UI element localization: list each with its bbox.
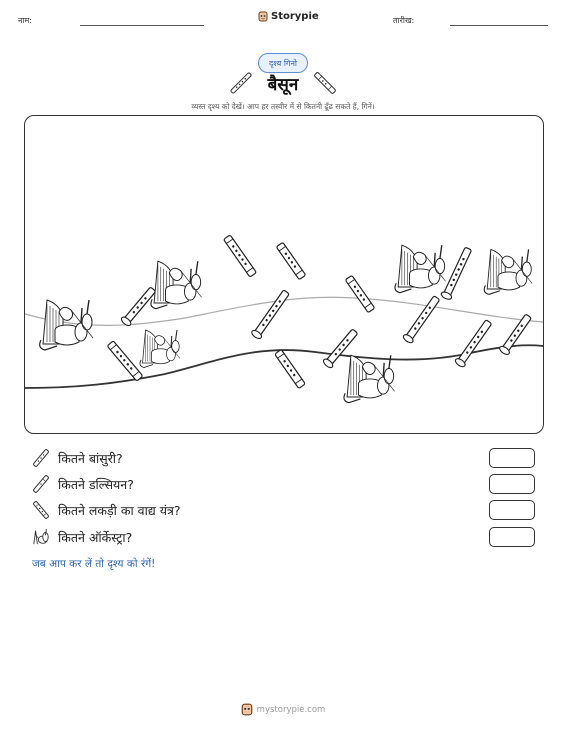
question-text: कितने लकड़ी का वाद्य यंत्र?	[58, 503, 181, 518]
dulcian	[275, 350, 306, 389]
dulcian	[107, 341, 143, 381]
activity-badge: दृश्य गिनो	[258, 53, 308, 73]
flute	[454, 319, 493, 369]
dulcian-icon	[314, 70, 336, 96]
dulcian-icon	[32, 474, 50, 494]
flute	[440, 246, 473, 300]
orchestra-cluster	[40, 300, 93, 350]
flute	[250, 289, 291, 340]
storypie-logo-icon	[241, 703, 253, 716]
name-line[interactable]	[80, 25, 204, 26]
woodwind-icon	[32, 500, 50, 520]
dulcian	[224, 235, 257, 277]
counting-scene	[24, 115, 544, 434]
coloring-note: जब आप कर लें तो दृश्य को रंगें!	[32, 558, 156, 570]
page-title: बैसून	[267, 75, 299, 95]
date-line[interactable]	[450, 25, 548, 26]
answer-box-woodwind[interactable]	[489, 500, 535, 520]
question-text: कितने बांसुरी?	[58, 451, 123, 466]
answer-box-flute[interactable]	[489, 448, 535, 468]
footer	[0, 703, 566, 716]
footer-url[interactable]: mystorypie.com	[256, 704, 326, 715]
scene-illustration	[25, 116, 543, 433]
question-text: कितने डल्सियन?	[58, 477, 134, 492]
answer-box-dulcian[interactable]	[489, 474, 535, 494]
question-row-dulcian	[32, 474, 537, 496]
flute	[402, 295, 441, 345]
orchestra-cluster	[344, 355, 395, 403]
dulcian	[345, 275, 374, 312]
orchestra-cluster	[151, 261, 202, 309]
orchestra-cluster	[484, 249, 532, 294]
question-row-woodwind	[32, 500, 537, 522]
question-text: कितने ऑर्केस्ट्रा?	[58, 530, 133, 545]
name-label: नाम:	[18, 16, 32, 25]
date-label: तारीख:	[393, 16, 415, 25]
orchestra-cluster	[395, 245, 446, 293]
instructions: व्यस्त दृश्य को देखें। आप हर तस्वीर में से कितनी ढूँढ सकते हैं, गिनें।	[191, 102, 375, 111]
flute-icon	[32, 448, 50, 468]
dulcian	[276, 242, 305, 279]
question-row-flute	[32, 448, 537, 470]
question-row-orchestra	[32, 527, 537, 549]
answer-box-orchestra[interactable]	[489, 527, 535, 547]
orchestra-cluster	[140, 330, 180, 368]
orchestra-icon	[32, 527, 50, 547]
storypie-logo-icon	[258, 11, 268, 22]
brand-name: Storypie	[271, 11, 319, 22]
brand-logo	[258, 11, 319, 22]
